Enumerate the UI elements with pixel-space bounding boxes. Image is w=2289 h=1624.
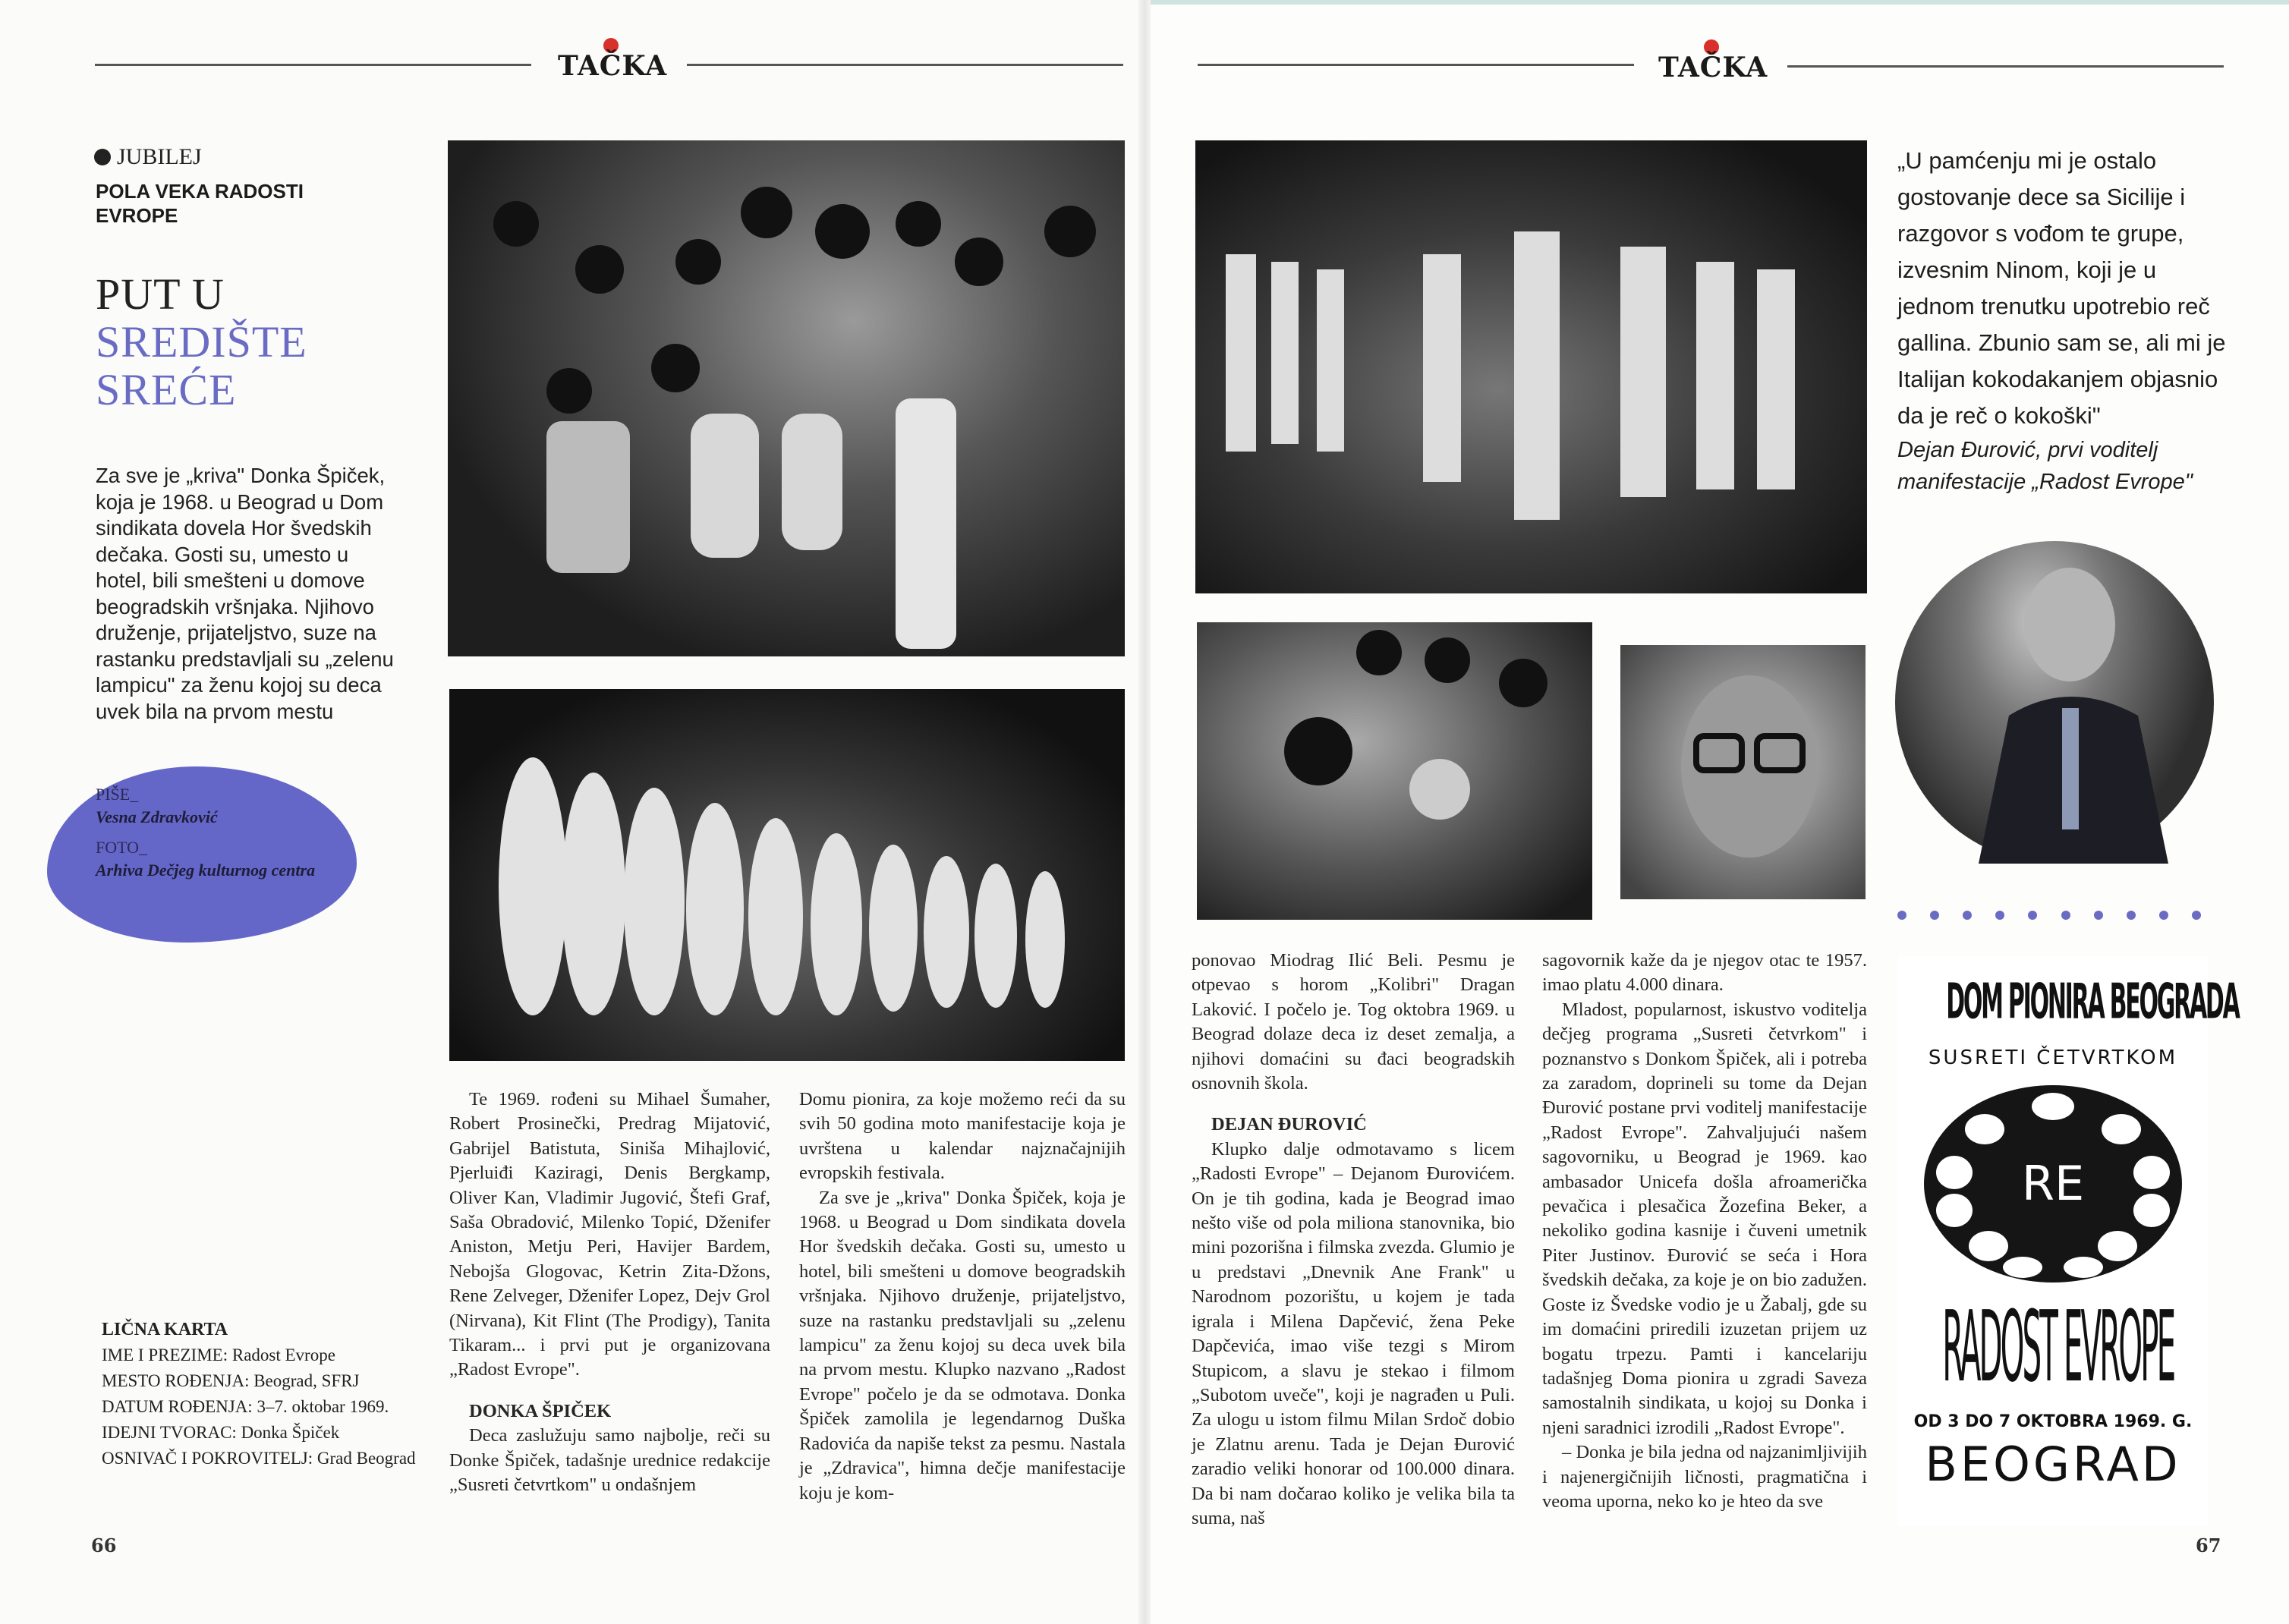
header-rule [95, 64, 531, 66]
karta-line: IDEJNI TVORAC: Donka Špiček [102, 1423, 340, 1442]
poster-emblem-letters: RE [2021, 1156, 2085, 1211]
photo-folk-ensemble-stage [449, 689, 1125, 1061]
poster-line: DOM PIONIRA BEOGRADA [1946, 974, 2239, 1031]
photo-stage-performance [1195, 140, 1867, 593]
quote-attribution: Dejan Đurović, prvi voditelj manifestacije „Radost Evrope" [1897, 438, 2193, 494]
author-label: PIŠE_ [96, 785, 139, 804]
author-name: Vesna Zdravković [96, 807, 218, 826]
intro-text: Za sve je „kriva" Donka Špiček, koja je 1968. u Beograd u Dom sindikata dovela Hor švedskih dečaka. Gosti su, umesto u hotel, bili smešteni u domove beogradskih vršnjaka. Njihovo druženje, prijateljstvo, suze na rastanku predstavljali su „zelenu lampicu" za ženu kojoj su deca uvek bila na prvom mestu [96, 464, 394, 723]
section-heading: DEJAN ĐUROVIĆ [1211, 1114, 1367, 1135]
photo-figures [1195, 140, 1867, 593]
photo-figures [1895, 541, 2214, 864]
title-line: SREDIŠTE [96, 317, 307, 367]
magazine-logo [558, 38, 668, 82]
poster-line: BEOGRAD [1925, 1437, 2181, 1492]
paragraph: Domu pionira, za koje možemo reći da su svih 50 godina moto manifestacije koja je uvrštena u kalendar najznačajnijih evropskih festivala. [799, 1089, 1126, 1184]
header-rule [1198, 64, 1634, 66]
photo-figures [1620, 645, 1866, 899]
paragraph: Za sve je „kriva" Donka Špiček, koja je 1968. u Beograd u Dom sindikata dovela Hor švedskih dečaka. Gosti su, umesto u hotel, bili smešteni u domove beogradskih vršnjaka. Njihovo druženje, prijateljstvo, suze na rastanku predstavljali su „zelenu lampicu" za ženu kojoj su deca uvek bila na prvom mestu. Klupko nazvano „Radost Evrope" počelo je da se odmotava. Donka Špiček zamolila je legendarnog Duška Radovića da napiše tekst za pesmu. Nastala je „Zdravica", himna dečje manifestacije koju je kom- [799, 1187, 1126, 1503]
page-gutter [1138, 0, 1151, 1624]
photo-interview-microphone [1197, 622, 1592, 920]
photo-credit: Arhiva Dečjeg kulturnog centra [96, 861, 316, 880]
photo-children-choir-reception [448, 140, 1125, 656]
poster-emblem [1924, 1085, 2182, 1283]
title-line: SREĆE [96, 365, 237, 414]
article-column-1 [449, 1087, 770, 1498]
photo-label: FOTO_ [96, 838, 148, 857]
poster-title: RADOST EVROPE [1942, 1291, 2174, 1405]
festival-poster [1897, 956, 2239, 1525]
logo-text: TAČKA [558, 50, 668, 82]
paragraph: Mladost, popularnost, iskustvo voditelja dečjeg programa „Susreti četvrkom" i poznanstvo s Donkom Špiček, ali i potreba za zaradom, doprineli su tome da Dejan Đurović postane prvi voditelj manifestacije „Radost Evrope". Zahvaljujući našem sagovorniku, u Beograd je 1969. kao ambasador Unicefa došla afroamerička pevačica i plesačica Žozefina Beker, a nekoliko godina kasnije i čuveni umetnik Piter Justinov. Đurović se seća i Hora švedskih dečaka, za koje je on bio zadužen. Goste iz Švedske vodio je u Žabalj, gde su im domaćini priredili izuzetan prijem uz bogatu trpezu. Pamti i kancelariju tadašnjeg Doma pionira u zgradi Saveza samostalnih sindikata, u kojoj su Donka i njeni saradnici izrodili „Radost Evrope". [1542, 999, 1867, 1438]
paragraph: ponovao Miodrag Ilić Beli. Pesmu je otpevao s horom „Kolibri" Dragan Laković. I počelo je. Tog oktobra 1969. u Beograd dolaze deca iz deset zemalja, a njihovi domaćini su đaci beogradskih osnovnih škola. [1192, 950, 1515, 1094]
poster-line-box [1897, 974, 2239, 1038]
paragraph: Te 1969. rođeni su Mihael Šumaher, Robert Prosinečki, Predrag Mijatović, Gabrijel Batistuta, Siniša Mihajlović, Pjerluiđi Kaziragi, Denis Bergkamp, Oliver Kan, Vladimir Jugović, Štefi Graf, Saša Obradović, Milenko Topić, Dženifer Aniston, Metju Peri, Havijer Bardem, Nebojša Glogovac, Ketrin Zita-Džons, Rene Zelveger, Dženifer Lopez, Dejv Grol (Nirvana), Kit Flint (The Prodigy), Tanita Tikaram... i prvi put je organizovana „Radost Evrope". [449, 1089, 770, 1380]
paragraph: Klupko dalje odmotavamo s licem „Radosti Evrope" – Dejanom Đurovićem. On je tih godina, kada je Beograd imao nešto više od pola miliona stanovnika, bio mini pozorišna i filmska zvezda. Glumio je u predstavi „Dnevnik Ane Frank" u Narodnom pozorištu, u kojem je tada igrala i Milena Dapčević, žena Peke Dapčevića, imao više tezgi s Mirom Stupicom, a slavu je stekao i filmom „Subotom uveče", koji je nagrađen u Puli. Za ulogu u istom filmu Milan Srdoč dobio je Zlatnu arenu. Tada je Dejan Đurović zaradio veliki honorar od 100.000 dinara. Da bi nam dočarao koliko je velika bila ta suma, naš [1192, 1138, 1515, 1528]
photo-man-with-glasses [1620, 645, 1866, 899]
logo-text: TAČKA [1658, 52, 1768, 83]
dotted-divider [1897, 911, 2201, 920]
poster-line: SUSRETI ČETVRTKOM [1928, 1046, 2178, 1069]
licna-karta [102, 1317, 428, 1471]
poster-line: OD 3 DO 7 OKTOBRA 1969. G. [1913, 1412, 2193, 1431]
page-title [96, 270, 307, 414]
kicker-text: JUBILEJ [117, 144, 202, 169]
subtitle: POLA VEKA RADOSTI EVROPE [96, 180, 304, 227]
paragraph: Deca zaslužuju samo najbolje, reči su Donke Špiček, tadašnje urednice redakcije „Susreti četvrtkom" u ondašnjem [449, 1425, 770, 1496]
page-number: 66 [91, 1534, 117, 1556]
title-line: PUT U [96, 269, 225, 319]
photo-figures [448, 140, 1125, 656]
paragraph: sagovornik kaže da je njegov otac te 1957. imao platu 4.000 dinara. [1542, 950, 1867, 996]
article-column-2 [799, 1087, 1126, 1506]
section-kicker [94, 144, 202, 170]
credits [96, 783, 346, 882]
karta-line: DATUM ROĐENJA: 3–7. oktobar 1969. [102, 1397, 389, 1416]
quote-text: „U pamćenju mi je ostalo gostovanje dece sa Sicilije i razgovor s vođom te grupe, izvesnim Ninom, koji je u jednom trenutku upotrebio reč gallina. Zbunio sam se, ali mi je Italijan kokodakanjem objasnio da je reč o kokoški" [1897, 147, 2226, 429]
magazine-logo [1658, 39, 1768, 83]
photo-figures [1197, 622, 1592, 920]
article-column-4 [1542, 949, 1867, 1514]
poster-line-box [1897, 1293, 2209, 1407]
karta-line: IME I PREZIME: Radost Evrope [102, 1345, 335, 1364]
paragraph: – Donka je bila jedna od najzanimljivijih i najenergičnijih ličnosti, pragmatična i veoma uporna, neko ko je hteo da sve [1542, 1442, 1867, 1512]
poster-line-box [1897, 1046, 2209, 1073]
page-number: 67 [2196, 1534, 2221, 1556]
header-rule [687, 64, 1123, 66]
poster-line-box [1897, 1437, 2209, 1495]
photo-figures [449, 689, 1125, 1061]
pull-quote [1897, 143, 2231, 498]
poster-line-box [1897, 1412, 2209, 1434]
article-column-3 [1192, 949, 1515, 1531]
portrait-dejan-durovic [1895, 541, 2214, 864]
karta-line: MESTO ROĐENJA: Beograd, SFRJ [102, 1371, 360, 1390]
karta-line: OSNIVAČ I POKROVITELJ: Grad Beograd [102, 1449, 416, 1468]
header-rule [1787, 65, 2224, 68]
licna-karta-heading: LIČNA KARTA [102, 1320, 228, 1339]
section-heading: DONKA ŠPIČEK [469, 1400, 612, 1421]
bullet-icon [94, 149, 111, 165]
